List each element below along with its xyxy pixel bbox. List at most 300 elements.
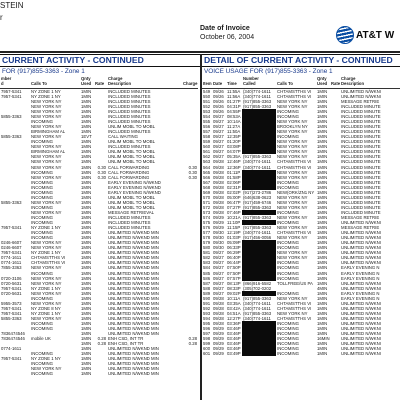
- description-cell: UNLIMITED N/WKND MIN: [108, 285, 159, 291]
- col-header-charge: Charge: [182, 77, 198, 88]
- description-cell: UNLIM MOBL TO MOBL: [108, 149, 155, 155]
- description-cell: INCLUDED MINUTES: [108, 225, 151, 231]
- qty-cell: 1MIN: [81, 144, 92, 150]
- time-cell: 12:36P: [227, 164, 241, 170]
- logo-text: AT&T W: [356, 29, 395, 41]
- item-cell: 550: [203, 93, 211, 99]
- time-cell: 01:11P: [227, 169, 241, 175]
- item-cell: 571: [203, 199, 211, 205]
- number-called-cell: 0246-6607: [1, 245, 22, 251]
- invoice-date-label: Date of Invoice: [200, 25, 250, 32]
- description-cell: INCLUDED MINUTE: [341, 139, 381, 145]
- description-cell: UNLIMITED N/WKND MIN: [108, 320, 159, 326]
- calls-to-cell: NEW YORK NY: [31, 209, 62, 215]
- redacted-number-cell: [242, 351, 276, 356]
- date-cell: 09/28: [213, 320, 224, 326]
- calls-to-cell: BIRMINGHAM AL: [31, 129, 66, 135]
- item-cell: 552: [203, 103, 211, 109]
- calls-to-cell: INCOMING: [277, 184, 299, 190]
- description-cell: INCLUDED MINUTE: [341, 209, 381, 215]
- rate-cell: 0.28: [97, 336, 106, 342]
- number-called-cell: 7957-5341: [1, 305, 22, 311]
- time-cell: 11:27A: [227, 124, 241, 130]
- description-cell: INCLUDED MINUTE: [341, 174, 381, 180]
- time-cell: 11:55A: [227, 88, 241, 94]
- number-called-cell: (917)456-0056: [243, 235, 272, 241]
- item-cell: 568: [203, 184, 211, 190]
- description-cell: UNLIMITED N/WKND MIN: [108, 371, 159, 377]
- description-cell: UNLIMITED N/WKNI: [341, 250, 381, 256]
- time-cell: 07:27P: [227, 204, 241, 210]
- col-header-rate: Rate: [330, 77, 340, 88]
- qty-cell: 1MIN: [81, 93, 92, 99]
- qty-cell: 1MIN: [81, 260, 92, 266]
- item-cell: 565: [203, 169, 211, 175]
- qty-cell: 1MIN: [317, 88, 328, 94]
- qty-cell: 1MIN: [317, 179, 328, 185]
- calls-to-cell: CHTAMSTTHS VI: [277, 300, 312, 306]
- qty-cell: 1MIN: [81, 194, 92, 200]
- calls-to-cell: INCOMING: [31, 230, 53, 236]
- time-cell: 01:20P: [227, 139, 241, 145]
- qty-cell: 1MIN: [317, 235, 328, 241]
- calls-to-cell: NY ZONE 1 NY: [31, 225, 61, 231]
- description-cell: UNLIMITED N/WKND MIN: [108, 235, 159, 241]
- calls-to-cell: INCOMING: [277, 265, 299, 271]
- col-header-item: Item: [202, 77, 212, 88]
- description-cell: UNLIMITED N/WKND MIN: [108, 245, 159, 251]
- date-cell: 09/27: [213, 139, 224, 145]
- description-cell: UNLIMITED N/WKND MIN: [108, 305, 159, 311]
- item-cell: 576: [203, 225, 211, 231]
- description-cell: UNLIMITED N/WKND MIN: [108, 270, 159, 276]
- date-cell: 09/28: [213, 204, 224, 210]
- date-cell: 09/28: [213, 199, 224, 205]
- qty-cell: 1MIN: [81, 209, 92, 215]
- description-cell: UNLIMITED N/WKND MIN: [108, 366, 159, 372]
- left-table-header: [0, 77, 198, 88]
- qty-cell: 1MIN: [317, 225, 328, 231]
- qty-cell: 1MIN: [81, 204, 92, 210]
- calls-to-cell: NEW YORK NY: [31, 315, 62, 321]
- date-cell: 09/27: [213, 265, 224, 271]
- calls-to-cell: mobile UK: [31, 336, 51, 342]
- qty-cell: 1MIN: [317, 164, 328, 170]
- calls-to-cell: NEW YORK NY: [31, 159, 62, 165]
- qty-cell: 1MIN: [317, 315, 328, 321]
- calls-to-cell: NEW YORK NY: [277, 149, 308, 155]
- calls-to-cell: INCOMING: [31, 194, 53, 200]
- qty-cell: 1MIN: [81, 305, 92, 311]
- item-cell: 593: [203, 310, 211, 316]
- calls-to-cell: NEW YORK NY: [31, 280, 62, 286]
- calls-to-cell: INCOMING: [277, 179, 299, 185]
- calls-to-cell: INCOMING: [31, 169, 53, 175]
- number-called-cell: (866)916-5582: [243, 280, 272, 286]
- description-cell: EARLY EVENING N: [341, 275, 380, 281]
- calls-to-cell: NEW YORK NY: [31, 199, 62, 205]
- description-cell: INCLUDED MINUTES: [108, 214, 151, 220]
- number-called-cell: (917)855-3363: [243, 98, 272, 104]
- number-called-cell: 0720-5631: [1, 290, 22, 296]
- left-usage-table: [0, 77, 198, 376]
- description-cell: UNLIMITED N/WKNI: [341, 331, 381, 337]
- description-cell: UNLIMITED N/WKNI: [341, 310, 381, 316]
- number-called-cell: (340)774-1611: [243, 315, 271, 321]
- charge-cell: 0.28: [188, 336, 197, 342]
- description-cell: UNLIMITED N/WKNI: [341, 260, 381, 266]
- calls-to-cell: INCOMING: [277, 320, 299, 326]
- time-cell: 12:19P: [227, 230, 241, 236]
- item-cell: 580: [203, 245, 211, 251]
- description-cell: UNLIM MOBL TO MOBL: [108, 154, 155, 160]
- col-header-date: Date: [212, 77, 226, 88]
- description-cell: UNLIM MOBL TO MOBL: [108, 199, 155, 205]
- description-cell: UNLIMITED N/WKND MIN: [108, 361, 159, 367]
- description-cell: CALL FORWARDING: [108, 174, 150, 180]
- item-cell: 554: [203, 114, 211, 120]
- qty-cell: 1MIN: [81, 220, 92, 226]
- item-cell: 598: [203, 336, 211, 342]
- qty-cell: 1MIN: [81, 98, 92, 104]
- time-cell: 08:13P: [227, 280, 241, 286]
- qty-cell: 1MIN: [81, 189, 92, 195]
- time-cell: 06:33P: [227, 245, 241, 251]
- number-called-cell: (340)774-1611: [243, 159, 271, 165]
- calls-to-cell: NEW YORK NY: [31, 144, 62, 150]
- description-cell: EARLY EVENING N: [341, 295, 380, 301]
- description-cell: MESSAGE RETRIE: [341, 98, 380, 104]
- qty-cell: 1MIN: [317, 124, 328, 130]
- qty-cell: 1MIN: [81, 255, 92, 261]
- description-cell: INCLUDED MINUTES: [108, 119, 151, 125]
- description-cell: INCLUDED MINUTES: [108, 144, 151, 150]
- rate-cell: 0.30: [97, 169, 106, 175]
- time-cell: 04:55P: [227, 109, 241, 114]
- qty-cell: 1MIN: [317, 139, 328, 145]
- calls-to-cell: INCOMING: [277, 245, 299, 251]
- col-header-calls-to: Calls To: [276, 77, 316, 88]
- calls-to-cell: INCOMING: [31, 220, 53, 226]
- description-cell: INCLUDED MINUTE: [341, 124, 381, 130]
- description-cell: INCLUDED MINUTE: [341, 103, 381, 109]
- description-cell: UNLIM MOBL TO MOBL: [108, 124, 155, 130]
- description-cell: UNLIMITED N/WKND MIN: [108, 280, 159, 286]
- qty-cell: 1MIN: [317, 204, 328, 210]
- qty-cell: 1MIN: [317, 250, 328, 256]
- description-cell: MESSAGE RETRIEVAL: [108, 209, 155, 215]
- item-cell: 596: [203, 326, 211, 332]
- qty-cell: 1MIN: [317, 184, 328, 190]
- number-called-cell: (917)459-6746: [243, 199, 272, 205]
- item-cell: 553: [203, 109, 211, 114]
- number-called-cell: 7957-5341: [1, 285, 22, 291]
- description-cell: UNLIMITED N/WKND MIN: [108, 265, 159, 271]
- calls-to-cell: NEW YORK NY: [277, 103, 308, 109]
- number-called-cell: 5855-3363: [1, 134, 22, 140]
- calls-to-cell: NEW YORK NY: [31, 114, 62, 120]
- calls-to-cell: NY ZONE 1 NY: [31, 310, 61, 316]
- calls-to-cell: NEW YORK NY: [277, 98, 308, 104]
- time-cell: 07:50P: [227, 270, 241, 276]
- calls-to-cell: INCOMING: [31, 179, 53, 185]
- calls-to-cell: NY ZONE 8 NY: [31, 305, 61, 311]
- description-cell: INCLUDED MINUTES: [108, 220, 151, 226]
- number-called-cell: 7957-5341: [1, 88, 22, 94]
- date-cell: 09/27: [213, 255, 224, 261]
- qty-cell: 1MIN: [81, 149, 92, 155]
- col-header-rate: Rate: [94, 77, 107, 88]
- qty-cell: 1MIN: [81, 336, 92, 342]
- rate-cell: 0.28: [97, 341, 106, 347]
- qty-cell: 1MIN: [317, 300, 328, 306]
- item-cell: 556: [203, 124, 211, 130]
- qty-cell: 1MIN: [317, 209, 328, 215]
- calls-to-cell: NEW YORK NY: [31, 124, 62, 130]
- number-called-cell: 5855-3363: [1, 199, 22, 205]
- qty-cell: 1MIN: [81, 174, 92, 180]
- qty-cell: 16MIN: [317, 336, 330, 342]
- description-cell: INCLUDED MINUTE: [341, 194, 381, 200]
- calls-to-cell: INCOMING: [277, 326, 299, 332]
- description-cell: UNLIMITED N/WKNI: [341, 88, 381, 94]
- number-called-cell: (917)855-3363: [243, 225, 272, 231]
- item-cell: 575: [203, 220, 211, 226]
- rate-cell: [94, 371, 107, 376]
- calls-to-cell: CHTAMSTTHS VI: [277, 305, 312, 311]
- description-cell: CALL FORWARDING: [108, 164, 150, 170]
- description-cell: UNLIMITED N/WKNI: [341, 346, 381, 352]
- description-cell: INCLUDED MINUTE: [341, 164, 381, 170]
- qty-cell: 1MIN: [317, 230, 328, 236]
- calls-to-cell: NEW YORK NY: [277, 310, 308, 316]
- qty-cell: 1MIN: [317, 114, 328, 120]
- time-cell: 03:49P: [227, 351, 241, 357]
- rate-cell: 0.30: [97, 164, 106, 170]
- calls-to-cell: NEW YORK NY: [31, 366, 62, 372]
- description-cell: CALL WAITING: [108, 134, 139, 140]
- description-cell: ENH CSD, INT TR: [108, 336, 144, 342]
- number-called-cell: (917)855-3363: [243, 204, 272, 210]
- time-cell: 08:33P: [227, 285, 241, 291]
- qty-cell: 1MIN: [317, 240, 328, 246]
- right-panel-title: DETAIL OF CURRENT ACTIVITY - CONTINUED: [202, 54, 400, 67]
- qty-cell: 1EVT: [81, 134, 92, 140]
- calls-to-cell: INCOMING: [277, 275, 299, 281]
- qty-cell: 1MIN: [81, 214, 92, 220]
- description-cell: INCLUDED MINUTES: [108, 129, 151, 135]
- time-cell: 02:06P: [227, 179, 241, 185]
- qty-cell: 1MIN: [317, 255, 328, 261]
- time-cell: 11:56A: [227, 93, 241, 99]
- item-cell: 588: [203, 285, 211, 291]
- item-cell: 561: [203, 149, 211, 155]
- description-cell: UNLIMITED N/WKNI: [341, 240, 381, 246]
- calls-to-cell: INCOMING: [277, 346, 299, 352]
- description-cell: UNLIMITED N/WKND MIN: [108, 295, 159, 301]
- calls-to-cell: NEW YORK NY: [277, 129, 308, 135]
- calls-to-cell: NY ZONE 1 NY: [31, 93, 61, 99]
- date-cell: 09/29: [213, 331, 224, 337]
- calls-to-cell: INCOMING: [31, 184, 53, 190]
- charge-cell: 0.30: [188, 174, 197, 180]
- calls-to-cell: NEW YORK NY: [31, 245, 62, 251]
- date-cell: 09/29: [213, 225, 224, 231]
- number-called-cell: 0720-3106: [1, 275, 22, 281]
- calls-to-cell: CHTAMSTTHS VI: [277, 159, 312, 165]
- qty-cell: 1MIN: [81, 315, 92, 321]
- time-cell: 01:58P: [227, 174, 241, 180]
- calls-to-cell: BIRMINGHAM AL: [31, 149, 66, 155]
- item-cell: 573: [203, 209, 211, 215]
- qty-cell: 1MIN: [81, 275, 92, 281]
- item-cell: 587: [203, 280, 211, 286]
- calls-to-cell: CHTAMSTTHS VI: [277, 88, 312, 94]
- item-cell: 589: [203, 290, 211, 296]
- time-cell: 06:47P: [227, 199, 241, 205]
- description-cell: EARLY EVENING N/WKND: [108, 189, 161, 195]
- calls-to-cell: INCOMING: [277, 134, 299, 140]
- description-cell: UNLIMITED N/WKND MIN: [108, 240, 159, 246]
- calls-to-cell: INCOMING: [31, 204, 53, 210]
- calls-to-cell: INCOMING: [31, 189, 53, 195]
- qty-cell: 1MIN: [81, 230, 92, 236]
- item-cell: 601: [203, 351, 211, 357]
- calls-to-cell: INCOMING: [31, 351, 53, 357]
- qty-cell: 4MIN: [317, 285, 328, 291]
- item-cell: 585: [203, 270, 211, 276]
- description-cell: UNLIMITED N/WKNI: [341, 255, 381, 261]
- description-cell: UNLIMITED N/WKNI: [341, 341, 381, 347]
- table-row: [202, 351, 400, 356]
- calls-to-cell: NEW YORK NY: [277, 139, 308, 145]
- description-cell: UNLIMITED N/WKND MIN: [108, 260, 159, 266]
- number-called-cell: (646)638-0623: [243, 194, 272, 200]
- right-usage-table: [202, 77, 400, 356]
- date-cell: 09/27: [213, 154, 224, 160]
- qty-cell: 1MIN: [81, 88, 92, 94]
- date-cell: 09/28: [213, 295, 224, 301]
- description-cell: UNLIMITED N/WKND MIN: [108, 230, 159, 236]
- table-row: [202, 175, 400, 180]
- date-cell: 09/28: [213, 169, 224, 175]
- time-cell: 03:46P: [227, 346, 241, 352]
- number-called-cell: (917)855-3363: [243, 310, 272, 316]
- date-cell: 09/26: [213, 98, 224, 104]
- time-cell: 04:07P: [227, 149, 241, 155]
- left-table-body: [0, 88, 198, 376]
- description-cell: UNLIMITED N/WKND MIN: [108, 255, 159, 261]
- account-holder: [0, 0, 24, 24]
- date-cell: 09/27: [213, 250, 224, 256]
- qty-cell: 1MIN: [81, 225, 92, 231]
- number-called-cell: 7957-5341: [1, 225, 22, 231]
- calls-to-cell: NEW YORK NY: [31, 265, 62, 271]
- qty-cell: 1MIN: [81, 300, 92, 306]
- date-cell: 09/30: [213, 235, 224, 241]
- calls-to-cell: NEW YORK NY: [277, 194, 308, 200]
- description-cell: MESSAGE RETRIE: [341, 225, 380, 231]
- calls-to-cell: NEW YORK NY: [277, 174, 308, 180]
- qty-cell: 1MIN: [317, 119, 328, 125]
- date-cell: 09/28: [213, 189, 224, 195]
- date-cell: 09/28: [213, 164, 224, 170]
- calls-to-cell: INCOMING: [31, 295, 53, 301]
- description-cell: MESSAGE RETRIE: [341, 214, 380, 220]
- calls-to-cell: NEW YORK NY: [277, 204, 308, 210]
- item-cell: 584: [203, 265, 211, 271]
- qty-cell: 1MIN: [81, 245, 92, 251]
- number-called-cell: 7957-5341: [1, 93, 22, 99]
- number-called-cell: 7836474546: [1, 331, 25, 337]
- calls-to-cell: INCOMING: [31, 235, 53, 241]
- item-cell: 594: [203, 315, 211, 321]
- qty-cell: 1MIN: [81, 169, 92, 175]
- date-cell: 09/27: [213, 114, 224, 120]
- description-cell: UNLIMITED N/WKNI: [341, 315, 381, 321]
- qty-cell: 1MIN: [317, 280, 328, 286]
- description-cell: UNLIM MOBL TO MOBL: [108, 159, 155, 165]
- item-cell: 567: [203, 179, 211, 185]
- item-cell: 566: [203, 174, 211, 180]
- time-cell: 03:08P: [227, 144, 241, 150]
- number-called-cell: (305)702-0202: [243, 285, 272, 291]
- col-header-time: Time: [226, 77, 242, 88]
- qty-cell: 1MIN: [81, 109, 92, 114]
- date-cell: 09/28: [213, 179, 224, 185]
- calls-to-cell: NEW YORK NY: [31, 300, 62, 306]
- description-cell: UNLIMITED N/WKND MIN: [108, 310, 159, 316]
- left-panel-title: CURRENT ACTIVITY - CONTINUED: [0, 54, 200, 67]
- table-row: [0, 371, 198, 376]
- right-panel-subtitle: VOICE USAGE FOR (917)855-3363 - Zone 1: [204, 68, 333, 75]
- number-called-cell: (340)774-1611: [243, 93, 271, 99]
- qty-cell: 1MIN: [317, 290, 328, 296]
- number-called-cell: (917)855-3363: [243, 103, 272, 109]
- qty-cell: 1MIN: [317, 103, 328, 109]
- qty-cell: 1MIN: [317, 154, 328, 160]
- calls-to-cell: INCOMING: [31, 119, 53, 125]
- account-name: STEIN: [0, 1, 24, 10]
- calls-to-cell: NEW YORK NY: [31, 174, 62, 180]
- time-cell: 05:00P: [227, 194, 241, 200]
- description-cell: UNLIMITED N/WKND MIN: [108, 315, 159, 321]
- date-cell: 09/27: [213, 134, 224, 140]
- qty-cell: 1MIN: [317, 295, 328, 301]
- table-row: [202, 170, 400, 175]
- number-called-cell: 7957-5341: [1, 310, 22, 316]
- description-cell: UNLIMITED N/WKNI: [341, 235, 381, 241]
- description-cell: EARLY EVENING N/WKND: [108, 179, 161, 185]
- item-cell: 586: [203, 275, 211, 281]
- account-label: r: [0, 13, 3, 22]
- description-cell: UNLIMITED N/WKNI: [341, 320, 381, 326]
- table-row: [202, 159, 400, 164]
- description-cell: UNLIMITED N/WKNI: [341, 351, 381, 357]
- qty-cell: 1MIN: [81, 240, 92, 246]
- qty-cell: 1MIN: [81, 351, 92, 357]
- number-called-cell: 5855-3363: [1, 315, 22, 321]
- description-cell: UNLIM MOBL TO MOBL: [108, 139, 155, 145]
- time-cell: 03:36P: [227, 320, 241, 326]
- date-cell: 09/27: [213, 144, 224, 150]
- date-cell: 09/29: [213, 220, 224, 226]
- time-cell: 03:46P: [227, 326, 241, 332]
- date-cell: 09/26: [213, 109, 224, 114]
- description-cell: UNLIMITED N/WKND MIN: [108, 346, 159, 352]
- item-cell: 581: [203, 250, 211, 256]
- calls-to-cell: NEW YORK NY: [277, 255, 308, 261]
